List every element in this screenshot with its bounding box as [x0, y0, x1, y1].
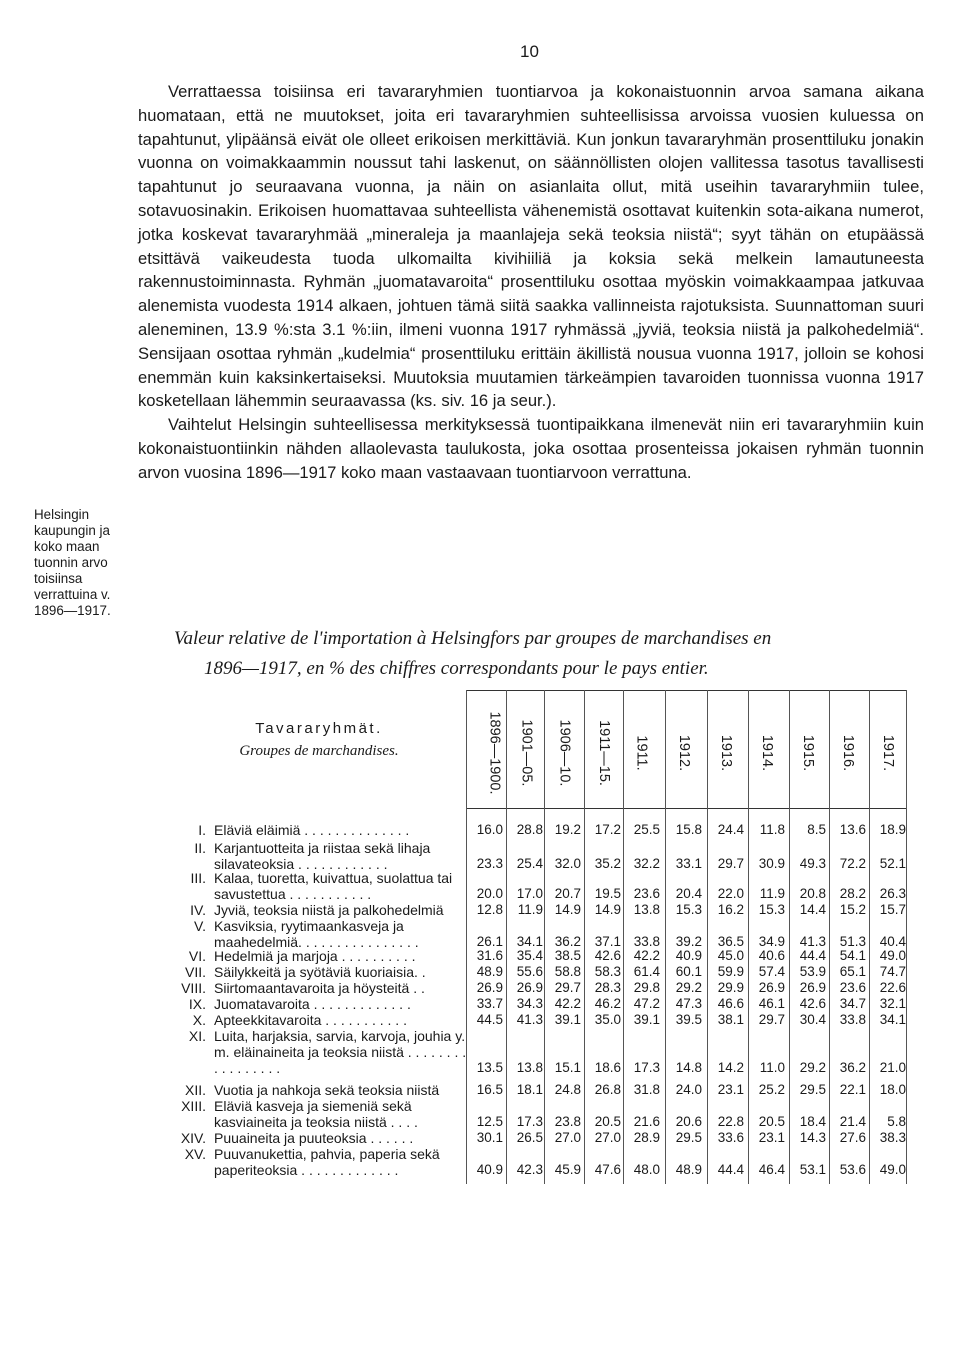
table-cell: 49.0: [879, 948, 906, 963]
table-cell: 36.5: [717, 934, 744, 949]
table-cell: 39.2: [675, 934, 702, 949]
table-cell: 45.0: [717, 948, 744, 963]
row-number: VIII.: [181, 980, 206, 996]
header-rule-top: [466, 690, 906, 691]
table-cell: 47.2: [633, 996, 660, 1011]
table-cell: 22.1: [839, 1082, 866, 1097]
table-cell: 54.1: [839, 948, 866, 963]
table-cell: 28.3: [594, 980, 621, 995]
table-cell: 24.4: [717, 822, 744, 837]
table-cell: 26.8: [594, 1082, 621, 1097]
table-cell: 42.6: [594, 948, 621, 963]
table-cell: 18.9: [879, 822, 906, 837]
table-cell: 28.9: [633, 1130, 660, 1145]
table-cell: 52.1: [879, 856, 906, 871]
table-cell: 29.2: [799, 1060, 826, 1075]
year-column-label: 1906—10.: [556, 719, 573, 787]
table-cell: 48.0: [633, 1162, 660, 1177]
table-cell: 39.5: [675, 1012, 702, 1027]
table-cell: 29.5: [675, 1130, 702, 1145]
year-column-label: 1896—1900.: [486, 711, 503, 795]
table-cell: 38.3: [879, 1130, 906, 1145]
row-number: VII.: [184, 964, 206, 980]
table-cell: 15.1: [554, 1060, 581, 1075]
table-cell: 27.0: [594, 1130, 621, 1145]
table-cell: 38.5: [554, 948, 581, 963]
table-cell: 34.3: [516, 996, 543, 1011]
table-caption-line-2: 1896—1917, en % des chiffres correspondants pour le pays entier.: [204, 658, 709, 679]
table-cell: 29.2: [675, 980, 702, 995]
table-cell: 16.0: [476, 822, 503, 837]
row-label: Kasviksia, ryytimaankasveja ja maahedelmiä. . . . . . . . . . . . . . . .: [214, 918, 419, 950]
year-column-label: 1912.: [675, 734, 692, 772]
table-cell: 53.6: [839, 1162, 866, 1177]
table-cell: 34.7: [839, 996, 866, 1011]
table-cell: 21.6: [633, 1114, 660, 1129]
table-cell: 13.8: [633, 902, 660, 917]
year-column-label: 1913.: [717, 734, 734, 772]
row-number: II.: [194, 840, 206, 856]
table-cell: 65.1: [839, 964, 866, 979]
table-cell: 57.4: [758, 964, 785, 979]
year-column-label: 1917.: [879, 734, 896, 772]
row-label: Eläviä eläimiä . . . . . . . . . . . . . .: [214, 822, 410, 838]
table-cell: 44.5: [476, 1012, 503, 1027]
table-cell: 28.8: [516, 822, 543, 837]
row-number: XIII.: [181, 1098, 206, 1114]
table-cell: 60.1: [675, 964, 702, 979]
table-cell: 8.5: [807, 822, 826, 837]
row-label: Siirtomaantavaroita ja höysteitä . .: [214, 980, 425, 996]
table-cell: 24.0: [675, 1082, 702, 1097]
table-cell: 33.7: [476, 996, 503, 1011]
table-cell: 36.2: [554, 934, 581, 949]
groups-header-fr: Groupes de marchandises.: [239, 743, 399, 759]
row-number: XII.: [184, 1082, 206, 1098]
table-cell: 29.7: [717, 856, 744, 871]
row-label: Puuvanukettia, pahvia, paperia sekä paperiteoksia . . . . . . . . . . . . .: [214, 1146, 440, 1178]
table-cell: 14.3: [799, 1130, 826, 1145]
table-cell: 59.9: [717, 964, 744, 979]
table-cell: 41.3: [799, 934, 826, 949]
table-cell: 20.5: [594, 1114, 621, 1129]
table-cell: 17.2: [594, 822, 621, 837]
table-cell: 20.7: [554, 886, 581, 901]
table-cell: 15.7: [879, 902, 906, 917]
table-cell: 14.9: [554, 902, 581, 917]
table-cell: 40.4: [879, 934, 906, 949]
table-cell: 42.2: [633, 948, 660, 963]
table-cell: 14.8: [675, 1060, 702, 1075]
table-cell: 15.3: [675, 902, 702, 917]
table-cell: 26.9: [758, 980, 785, 995]
table-cell: 26.3: [879, 886, 906, 901]
table-cell: 42.6: [799, 996, 826, 1011]
table-cell: 23.6: [633, 886, 660, 901]
row-label: Apteekkitavaroita . . . . . . . . . . .: [214, 1012, 407, 1028]
table-cell: 41.3: [516, 1012, 543, 1027]
table-cell: 40.9: [675, 948, 702, 963]
table-cell: 26.1: [476, 934, 503, 949]
table-cell: 39.1: [554, 1012, 581, 1027]
year-column-label: 1901—05.: [518, 719, 535, 787]
table-cell: 23.3: [476, 856, 503, 871]
table-cell: 61.4: [633, 964, 660, 979]
year-column-label: 1911—15.: [595, 720, 612, 786]
row-label: Luita, harjaksia, sarvia, karvoja, jouhia y. m. eläinaineita ja teoksia niistä . . . . . . . . . . . . . . . . .: [214, 1028, 467, 1076]
row-number: XV.: [184, 1146, 206, 1162]
table-cell: 24.8: [554, 1082, 581, 1097]
table-cell: 25.5: [633, 822, 660, 837]
paragraph-comparison: Verrattaessa toisiinsa eri tavararyhmien tuontiarvoa ja kokonaistuonnin arvoa samana aikana huomataan, että ne muutokset, joita eri tavararyhmien suhteellisissa arvoissa vuosien kuluessa on tapahtunut, ylipäänsä eivät ole olleet erikoisen merkittäviä. Kun jonkun tavararyhmän prosenttiluku jonakin vuonna on voimakkaammin noussut tahi laskenut, on säännöllisten olojen vallitessa tasotus tavallisesti tapahtunut jo seuraavana vuonna, ja näin on asianlaita ollut, mitä useihin tavararyhmiin tulee, sotavuosinakin. Erikoisen huomattavaa suhteellista vähenemistä osottavat kuitenkin sota-aikana numerot, jotka koskevat tavararyhmää „mineraleja ja maanlajeja sekä teoksia niistä“; syyt tähän on etupäässä etsittävä vaikeudesta tuoda ulkomailta kivihiiliä ja koksia sekä melkein lamautuneesta rakennustoiminnasta. Ryhmän „juomatavaroita“ prosenttiluku osottaa myöskin voimakkaampaa jatkuvaa alenemista vuodesta 1914 alkaen, johtuen tämä siitä saakka vallinneista rajotuksista. Suunnattoman suuri aleneminen, 13.9 %:sta 3.1 %:iin, ilmeni vuonna 1917 ryhmässä „jyviä, teoksia niistä ja palkohedelmiä“. Sensijaan osottaa ryhmän „kudelmia“ prosenttiluku erittäin äkillistä nousua vuonna 1917, jolloin se kohosi enemmän kuin kaksinkertaiseksi. Muutoksia muutamien tärkeämpien tavaroiden tuonnissa vuonna 1917 kosketellaan lähemmin seuraavassa (ks. siv. 16 ja seur.).: [138, 82, 924, 411]
groups-header: [176, 718, 462, 762]
row-number: X.: [192, 1012, 206, 1028]
table-cell: 38.1: [717, 1012, 744, 1027]
table-cell: 49.0: [879, 1162, 906, 1177]
table-cell: 18.1: [516, 1082, 543, 1097]
table-cell: 32.2: [633, 856, 660, 871]
table-cell: 34.9: [758, 934, 785, 949]
table-cell: 17.0: [516, 886, 543, 901]
table-cell: 49.3: [799, 856, 826, 871]
table-cell: 40.6: [758, 948, 785, 963]
table-cell: 33.8: [839, 1012, 866, 1027]
row-label: Juomatavaroita . . . . . . . . . . . . .: [214, 996, 411, 1012]
table-cell: 11.9: [517, 902, 543, 917]
table-cell: 18.4: [799, 1114, 826, 1129]
table-caption-line-1: Valeur relative de l'importation à Helsingfors par groupes de marchandises en: [174, 628, 772, 649]
table-cell: 25.4: [516, 856, 543, 871]
table-cell: 29.7: [554, 980, 581, 995]
table-cell: 44.4: [717, 1162, 744, 1177]
table-cell: 39.1: [633, 1012, 660, 1027]
table-cell: 30.9: [758, 856, 785, 871]
table-cell: 46.2: [594, 996, 621, 1011]
table-cell: 37.1: [594, 934, 621, 949]
header-rule-bottom: [466, 808, 906, 809]
table-cell: 46.4: [758, 1162, 785, 1177]
row-label: Jyviä, teoksia niistä ja palkohedelmiä: [214, 902, 444, 918]
table-cell: 26.9: [799, 980, 826, 995]
table-cell: 5.8: [887, 1114, 906, 1129]
year-column-header: [856, 734, 920, 772]
row-label: Puuaineita ja puuteoksia . . . . . .: [214, 1130, 414, 1146]
row-label: Eläviä kasveja ja siemeniä sekä kasviaineita ja teoksia niistä . . . .: [214, 1098, 418, 1130]
table-cell: 15.8: [675, 822, 702, 837]
table-cell: 30.1: [476, 1130, 503, 1145]
year-column-label: 1915.: [799, 734, 816, 772]
table-cell: 34.1: [516, 934, 543, 949]
table-cell: 47.3: [675, 996, 702, 1011]
table-cell: 19.2: [554, 822, 581, 837]
table-cell: 46.6: [717, 996, 744, 1011]
table-cell: 33.8: [633, 934, 660, 949]
table-cell: 26.5: [516, 1130, 543, 1145]
table-cell: 16.5: [476, 1082, 503, 1097]
margin-note: Helsingin kaupungin ja koko maan tuonnin arvo toisiinsa verrattuina v. 1896—1917.: [34, 507, 111, 618]
year-column-label: 1914.: [758, 734, 775, 772]
table-cell: 11.8: [759, 822, 785, 837]
table-cell: 48.9: [476, 964, 503, 979]
table-cell: 11.0: [759, 1060, 785, 1075]
table-cell: 29.8: [633, 980, 660, 995]
table-cell: 23.1: [717, 1082, 744, 1097]
table-cell: 29.7: [758, 1012, 785, 1027]
table-cell: 53.1: [799, 1162, 826, 1177]
table-cell: 35.0: [594, 1012, 621, 1027]
table-cell: 53.9: [799, 964, 826, 979]
table-cell: 74.7: [879, 964, 906, 979]
table-cell: 20.0: [476, 886, 503, 901]
table-cell: 23.1: [758, 1130, 785, 1145]
table-cell: 46.1: [758, 996, 785, 1011]
table-cell: 14.4: [799, 902, 826, 917]
table-cell: 25.2: [758, 1082, 785, 1097]
row-number: I.: [198, 822, 206, 838]
table-cell: 40.9: [476, 1162, 503, 1177]
table-cell: 72.2: [839, 856, 866, 871]
table-cell: 31.8: [633, 1082, 660, 1097]
table-cell: 21.0: [879, 1060, 906, 1075]
table-cell: 33.1: [675, 856, 702, 871]
table-cell: 14.2: [717, 1060, 744, 1075]
table-cell: 19.5: [594, 886, 621, 901]
table-cell: 22.6: [879, 980, 906, 995]
row-number: III.: [190, 870, 206, 886]
table-cell: 20.4: [675, 886, 702, 901]
table-cell: 29.5: [799, 1082, 826, 1097]
row-label: Hedelmiä ja marjoja . . . . . . . . . .: [214, 948, 416, 964]
table-cell: 23.8: [554, 1114, 581, 1129]
table-cell: 36.2: [839, 1060, 866, 1075]
table-cell: 35.4: [516, 948, 543, 963]
row-label: Säilykkeitä ja syötäviä kuoriaisia. .: [214, 964, 426, 980]
table-cell: 15.2: [839, 902, 866, 917]
groups-header-fi: Tavararyhmät.: [255, 720, 383, 737]
table-cell: 35.2: [594, 856, 621, 871]
table-cell: 58.3: [594, 964, 621, 979]
table-cell: 20.6: [675, 1114, 702, 1129]
table-cell: 33.6: [717, 1130, 744, 1145]
row-number: XI.: [188, 1028, 206, 1044]
row-label: Vuotia ja nahkoja sekä teoksia niistä: [214, 1082, 440, 1098]
table-cell: 34.1: [879, 1012, 906, 1027]
table-cell: 18.6: [594, 1060, 621, 1075]
table-cell: 27.0: [554, 1130, 581, 1145]
table-cell: 27.6: [839, 1130, 866, 1145]
row-number: V.: [194, 918, 206, 934]
column-divider: [906, 690, 907, 1184]
table-cell: 20.8: [799, 886, 826, 901]
table-cell: 48.9: [675, 1162, 702, 1177]
table-cell: 58.8: [554, 964, 581, 979]
table-cell: 29.9: [717, 980, 744, 995]
row-label: Kalaa, tuoretta, kuivattua, suolattua tai savustettua . . . . . . . . . . .: [214, 870, 453, 902]
table-cell: 47.6: [594, 1162, 621, 1177]
year-column-label: 1911.: [634, 735, 650, 771]
table-cell: 23.6: [839, 980, 866, 995]
table-cell: 20.5: [758, 1114, 785, 1129]
table-cell: 12.8: [476, 902, 503, 917]
table-cell: 12.5: [476, 1114, 503, 1129]
table-cell: 17.3: [633, 1060, 660, 1075]
row-number: IV.: [190, 902, 206, 918]
table-cell: 16.2: [717, 902, 744, 917]
row-label: Karjantuotteita ja riistaa sekä lihaja silavateoksia . . . . . . . . . . . .: [214, 840, 431, 872]
table-cell: 18.0: [879, 1082, 906, 1097]
table-cell: 44.4: [799, 948, 826, 963]
table-cell: 42.2: [554, 996, 581, 1011]
table-cell: 22.0: [717, 886, 744, 901]
table-cell: 42.3: [516, 1162, 543, 1177]
table-cell: 32.0: [554, 856, 581, 871]
table-cell: 15.3: [758, 902, 785, 917]
table-cell: 21.4: [839, 1114, 866, 1129]
table-cell: 28.2: [839, 886, 866, 901]
row-number: XIV.: [180, 1130, 206, 1146]
year-column-label: 1916.: [839, 734, 856, 772]
table-cell: 13.6: [839, 822, 866, 837]
table-cell: 22.8: [717, 1114, 744, 1129]
table-cell: 30.4: [799, 1012, 826, 1027]
table-cell: 45.9: [554, 1162, 581, 1177]
row-number: IX.: [188, 996, 206, 1012]
table-cell: 26.9: [476, 980, 503, 995]
table-cell: 26.9: [516, 980, 543, 995]
table-cell: 11.9: [759, 886, 785, 901]
table-cell: 55.6: [516, 964, 543, 979]
table-cell: 13.5: [476, 1060, 503, 1075]
page-number: 10: [520, 42, 539, 61]
table-cell: 31.6: [476, 948, 503, 963]
table-cell: 51.3: [839, 934, 866, 949]
table-cell: 17.3: [516, 1114, 543, 1129]
table-cell: 14.9: [594, 902, 621, 917]
paragraph-helsinki: Vaihtelut Helsingin suhteellisessa merkityksessä tuontipaikkana ilmenevät niin eri tavararyhmiin kuin kokonaistuontiinkin nähden allaolevasta taulukosta, joka osottaa prosenteissa jokaisen ryhmän tuonnin arvon vuosina 1896—1917 koko maan vastaavaan tuontiarvoon verrattuna.: [138, 415, 924, 482]
row-number: VI.: [188, 948, 206, 964]
table-cell: 13.8: [516, 1060, 543, 1075]
table-cell: 32.1: [879, 996, 906, 1011]
